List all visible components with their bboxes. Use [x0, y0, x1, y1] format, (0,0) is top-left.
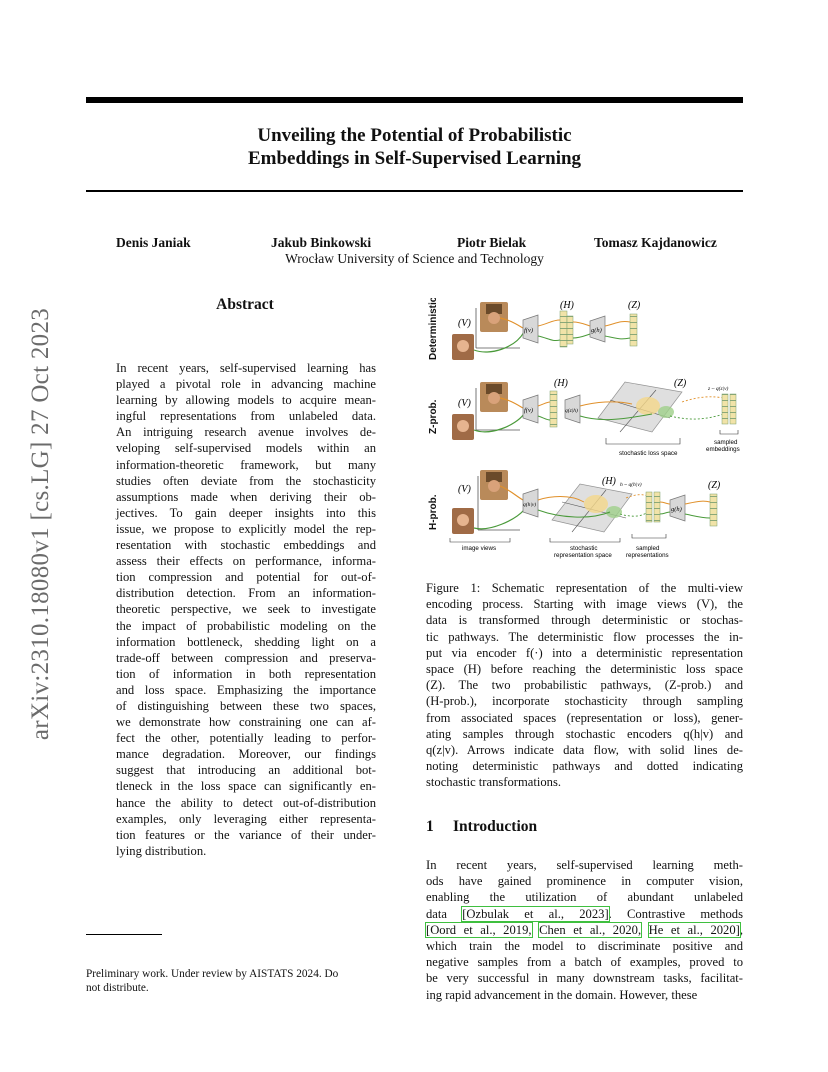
arxiv-identifier	[24, 290, 58, 758]
abstract-line: An intriguing research avenue involves de-	[116, 425, 376, 440]
citation-link[interactable]: [Oord et al., 2019,	[426, 922, 532, 937]
row3-qhv-label: q(h|v)	[523, 502, 537, 508]
citation-link[interactable]: Chen et al., 2020,	[539, 922, 642, 937]
row3-z-vector	[710, 494, 717, 526]
row3-sampled-representations	[646, 492, 652, 522]
footnote-rule	[86, 934, 162, 935]
intro-text: ,	[739, 922, 743, 937]
row1-h-label: (H)	[560, 300, 574, 311]
row3-z-label: (Z)	[708, 480, 721, 491]
abstract-line: hance the ability to detect out-of-distribution	[116, 795, 376, 810]
row2-z-sample-label: z ~ q(z|v)	[708, 386, 729, 392]
abstract-line: studies often deviate from the stochasticity	[116, 473, 376, 488]
caption-line: (Z). The two probabilistic pathways, (Z-prob.) and	[426, 678, 743, 693]
footnote-line-1: Preliminary work. Under review by AISTATS 2024. Do	[86, 968, 339, 980]
row2-view-label: (V)	[458, 398, 471, 409]
abstract-line: suggest that introducing an additional bot-	[116, 763, 376, 778]
abstract-line: ingful representations from unlabeled data.	[116, 409, 376, 424]
row2-h-vector	[550, 391, 557, 427]
title-bottom-rule	[86, 190, 743, 192]
figure-1-caption	[426, 580, 743, 791]
introduction-body	[426, 857, 743, 1003]
caption-line: (H-prob.), incorporate stochasticity through sampling	[426, 694, 743, 709]
section-heading-introduction	[426, 818, 537, 836]
abstract-line: learning by allowing models to acquire mean-	[116, 393, 376, 408]
abstract-line: In recent years, self-supervised learning has	[116, 361, 376, 375]
intro-line	[426, 906, 743, 922]
row2-f-label: f(v)	[524, 407, 534, 414]
abstract-line: examples, only leveraging either representa-	[116, 811, 376, 826]
caption-line: space (H) before reaching the deterministic loss space	[426, 662, 743, 677]
abstract-line: assumptions made when deriving their ob-	[116, 489, 376, 504]
row1-h-vector	[560, 311, 567, 347]
row3-g-label: g(h)	[671, 506, 682, 513]
abstract-line: tion of information in both representation	[116, 666, 376, 681]
abstract-line: fect the other, potentially leading to perfor-	[116, 731, 376, 746]
row3-sampled-label-1: sampled	[636, 545, 660, 552]
intro-line: ods have gained prominence in computer vision,	[426, 874, 743, 889]
intro-line: ing rapid advancement in the domain. However, these	[426, 987, 698, 1002]
title-top-rule	[86, 97, 743, 103]
row2-stochastic-loss-space-label: stochastic loss space	[619, 450, 678, 457]
intro-line	[426, 922, 743, 938]
row2-qzh-label: q(z|h)	[565, 408, 578, 414]
abstract-line: issue, we propose to explicitly model the rep-	[116, 521, 376, 536]
abstract-line: tleneck in the loss space can significantly en-	[116, 779, 376, 794]
row3-stochastic-label-2: representation space	[554, 552, 612, 559]
row3-h-label: (H)	[602, 476, 616, 487]
paper-title	[86, 124, 743, 170]
row1-g-label: g(h)	[591, 327, 602, 334]
abstract-line: tion features or the variance of their under-	[116, 827, 376, 842]
caption-line: put via encoder f(·) into a deterministic representation	[426, 645, 743, 660]
abstract-heading: Abstract	[216, 296, 274, 313]
row2-sampled-label-2: embeddings	[706, 446, 740, 453]
row3-h-sample-label: h ~ q(h|v)	[620, 482, 642, 488]
affiliation: Wrocław University of Science and Technology	[285, 251, 544, 266]
caption-line: from associated spaces (representation or loss), gener-	[426, 710, 743, 725]
abstract-line: assess their effects on performance, informa-	[116, 554, 376, 569]
abstract-line: information-theoretic framework, but many	[116, 457, 376, 472]
row-label-deterministic: Deterministic	[428, 298, 439, 360]
abstract-line: theoretic perspective, we seek to investigate	[116, 602, 376, 617]
row1-z-vector	[630, 314, 637, 346]
intro-text: data	[426, 906, 463, 921]
abstract-line: trade-off between compression and preserva-	[116, 650, 376, 665]
citation-link[interactable]: [Ozbulak et al., 2023]	[462, 906, 609, 921]
arxiv-identifier-text: arXiv:2310.18080v1 [cs.LG] 27 Oct 2023	[27, 307, 54, 741]
intro-text: . Contrastive methods	[608, 906, 743, 921]
row3-stochastic-label-1: stochastic	[570, 545, 598, 552]
row-label-z-prob: Z-prob.	[428, 399, 439, 434]
caption-line: encoding process. Starting with image views (V), the	[426, 597, 743, 612]
abstract-line: tion compression and potential for out-of-	[116, 570, 376, 585]
title-line-2: Embeddings in Self-Supervised Learning	[247, 148, 582, 169]
abstract-line: distribution detection. From an information-	[116, 586, 376, 601]
abstract-line: veloping self-supervised models within an	[116, 441, 376, 456]
abstract-line: the impact of probabilistic modeling on the	[116, 618, 376, 633]
abstract-line: of distinguishing between these two spaces,	[116, 698, 376, 713]
footnote	[86, 967, 408, 995]
caption-line: q(z|v). Arrows indicate data flow, with solid lines de-	[426, 743, 743, 758]
row2-sampled-embeddings	[722, 394, 728, 424]
abstract-body	[116, 360, 376, 859]
section-number: 1	[426, 818, 434, 835]
caption-line: data is transformed through deterministic or stochas-	[426, 613, 743, 628]
intro-line: enabling the utilization of abundant unlabeled	[426, 890, 743, 905]
abstract-line: played a pivotal role in advancing machine	[116, 377, 376, 392]
row3-image-views-label: image views	[462, 545, 497, 552]
row2-z-label: (Z)	[674, 378, 687, 389]
caption-line: stochastic transformations.	[426, 775, 562, 790]
citation-link[interactable]: He et al., 2020]	[648, 922, 740, 937]
title-line-1: Unveiling the Potential of Probabilistic	[257, 125, 572, 146]
footnote-line-2: not distribute.	[86, 982, 149, 994]
row3-sampled-label-2: representations	[626, 552, 669, 559]
caption-line: noting deterministic pathways and dotted indicating	[426, 759, 743, 774]
intro-line: which train the model to discriminate positive and	[426, 939, 743, 954]
caption-line: tic pathways. The deterministic flow processes the in-	[426, 629, 743, 644]
caption-line: ating samples through stochastic encoders q(h|v) and	[426, 726, 743, 741]
intro-line: In recent years, self-supervised learning meth-	[426, 858, 743, 872]
figure-1-diagram	[420, 298, 742, 566]
row2-h-label: (H)	[554, 378, 568, 389]
abstract-line: resentation with stochastic embeddings and	[116, 538, 376, 553]
abstract-line: jectives. To gain deeper insights into this	[116, 505, 376, 520]
row1-view-label: (V)	[458, 318, 471, 329]
section-title: Introduction	[453, 818, 538, 835]
abstract-line: information bottleneck, shedding light on a	[116, 634, 376, 649]
row-label-h-prob: H-prob.	[428, 494, 439, 530]
figure-1	[420, 298, 742, 566]
author-4: Tomasz Kajdanowicz	[594, 235, 717, 250]
abstract-line: lying distribution.	[116, 843, 207, 858]
author-2: Jakub Binkowski	[271, 235, 372, 250]
abstract-line: mance degradation. Moreover, our findings	[116, 747, 376, 762]
caption-line: Figure 1: Schematic representation of the multi-view	[426, 581, 743, 595]
abstract-line: we demonstrate how constraining one can af-	[116, 715, 376, 730]
row3-view-label: (V)	[458, 484, 471, 495]
author-3: Piotr Bielak	[457, 235, 527, 250]
abstract-line: and loss space. Emphasizing the importance	[116, 682, 376, 697]
row1-f-label: f(v)	[524, 327, 534, 334]
intro-line: be very successful in many downstream tasks, facilitat-	[426, 971, 743, 986]
row1-z-label: (Z)	[628, 300, 641, 311]
intro-line: negative samples from a batch of examples, proved to	[426, 955, 743, 970]
row2-sampled-label-1: sampled	[714, 439, 738, 446]
author-1: Denis Janiak	[116, 235, 191, 250]
